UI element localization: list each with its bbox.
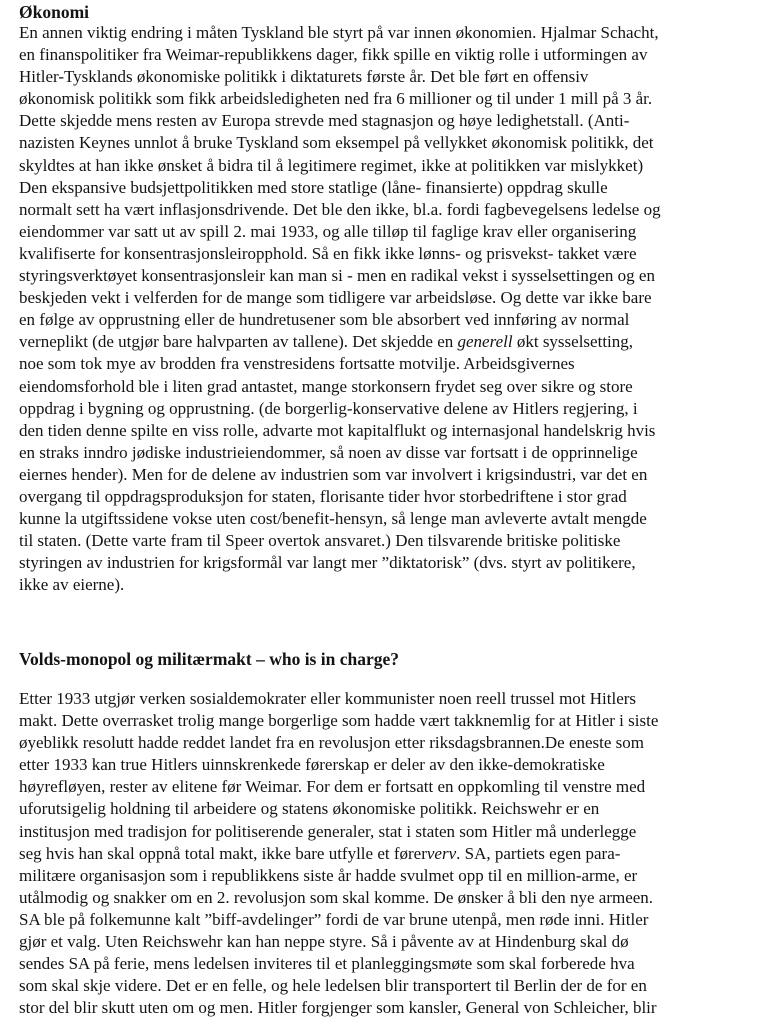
- emphasis-text: verv: [426, 843, 457, 863]
- text-line: beskjeden vekt i velferden for de mange som tidligere var arbeidsløse. Og dette var ikke bare: [19, 288, 652, 308]
- text-line: normalt sett ha vært inflasjonsdrivende. Det ble den ikke, bl.a. fordi fagbevegelsens ledelse og: [19, 199, 661, 219]
- text-line: kvalifiserte for konsentrasjonsleiropphold. Så en fikk ikke lønns- og prisvekst- takket være: [19, 243, 637, 263]
- text-fragment: . SA, partiets egen para-: [456, 843, 621, 863]
- text-line: til staten. (Dette varte fram til Speer overtok ansvaret.) Den tilsvarende britiske politiske: [19, 531, 621, 551]
- text-line: Hitler-Tysklands økonomiske politikk i diktaturets første år. Det ble ført en offensiv: [19, 67, 589, 87]
- text-fragment: seg hvis han skal oppnå total makt, ikke bare utfylle et fører: [19, 843, 427, 863]
- text-fragment: økt sysselsetting,: [512, 332, 634, 352]
- text-line: gjør et valg. Uten Reichswehr kan han neppe styre. Så i påvente av at Hindenburg skal dø: [19, 932, 629, 952]
- text-line: ikke av eierne).: [19, 575, 125, 595]
- text-line: styringen av industrien for krigsformål var langt mer ”diktatorisk” (dvs. styrt av politikere,: [19, 553, 636, 573]
- text-line: oppdrag i bygning og opprustning. (de borgerlig-konservative delene av Hitlers regjering, i: [19, 398, 638, 418]
- text-line: styringsverktøyet konsentrasjonsleir kan man si - men en radikal vekst i sysselsettingen og en: [19, 266, 655, 286]
- text-line: utålmodig og snakker om en 2. revolusjon som skal komme. De ønsker å bli den nye armeen.: [19, 887, 654, 907]
- text-line: [19, 331, 759, 353]
- text-line: skyldtes at han ikke ønsket å bidra til å legitimere regimet, ikke at politikken var mislykket): [19, 155, 644, 175]
- text-line: en finanspolitiker fra Weimar-republikkens dager, fikk spille en viktig rolle i utformingen av: [19, 45, 648, 65]
- emphasis-text: generell: [457, 332, 513, 352]
- text-line: Etter 1933 utgjør verken sosialdemokrater eller kommunister noen reell trussel mot Hitlers: [19, 689, 637, 708]
- text-line: [19, 843, 658, 865]
- text-line: høyrefløyen, rester av elitene før Weimar. For dem er fortsatt en oppkomling til venstre med: [19, 777, 646, 797]
- text-line: SA ble på folkemunne kalt ”biff-avdelinger” fordi de var brune utenpå, men røde inni. Hitler: [19, 909, 649, 929]
- text-line: Dette skjedde mens resten av Europa strevde med stagnasjon og høye ledighetstall. (Anti-: [19, 111, 630, 131]
- document-page: [19, 0, 759, 1018]
- text-line: uforutsigelig holdning til arbeidere og statens økonomiske politikk. Reichswehr er en: [19, 799, 600, 819]
- text-line: økonomisk politikk som fikk arbeidsledigheten ned fra 6 millioner og til under 1 mill på 3 år.: [19, 89, 653, 109]
- text-line: stor del blir skutt uten om og men. Hitler forgjenger som kansler, General von Schleicher, blir: [19, 998, 657, 1018]
- text-line: kunne la utgiftssidene vokse uten cost/benefit-hensyn, så lenge man avleverte avtalt mengde: [19, 509, 647, 529]
- text-line: makt. Dette overrasket trolig mange borgerlige som hadde vært takknemlig for at Hitler i siste: [19, 711, 659, 731]
- text-line: etter 1933 kan true Hitlers uinnskrenkede førerskap er deler av den ikke-demokratiske: [19, 755, 605, 775]
- text-line: nazisten Keynes unnlot å bruke Tyskland som eksempel på vellykket økonomisk politikk, det: [19, 133, 654, 153]
- text-line: eiernes hender). Men for de delene av industrien som var involvert i krigsindustri, var det en: [19, 464, 648, 484]
- section-heading-okonomi: Økonomi: [19, 2, 90, 22]
- text-line: en følge av opprustning eller de hundretusener som ble absorbert ved innføring av normal: [19, 310, 630, 330]
- text-line: øyeblikk resolutt hadde reddet landet fra en revolusjon etter riksdagsbrannen.De eneste som: [19, 733, 645, 753]
- text-line: En annen viktig endring i måten Tyskland ble styrt på var innen økonomien. Hjalmar Schacht,: [19, 23, 659, 42]
- section-volds-monopol-body: [19, 688, 658, 1019]
- text-line: den tiden denne spilte en viss rolle, advarte mot kapitalflukt og internasjonal handelskrig hvis: [19, 420, 656, 440]
- text-line: eiendommer var satt ut av spill 2. mai 1933, og alle tilløp til faglige krav eller organisering: [19, 221, 637, 241]
- text-line: Den ekspansive budsjettpolitikken med store statlige (låne- finansierte) oppdrag skulle: [19, 177, 608, 197]
- text-line: sendes SA på ferie, mens ledelsen inviteres til et planleggingsmøte som skal forberede hva: [19, 954, 635, 974]
- text-line: en straks inndro jødiske industrieiendommer, så noen av disse var fortsatt i de opprinnelige: [19, 442, 638, 462]
- text-line: som skal skje videre. Det er en felle, og hele ledelsen blir transportert til Berlin der de for en: [19, 976, 647, 996]
- text-line: militære organisasjon som i republikkens siste år hadde svulmet opp til en million-arme, er: [19, 865, 638, 885]
- text-line: eiendomsforhold ble i liten grad antastet, mange storkonsern frydet seg over sikre og store: [19, 376, 633, 396]
- text-line: overgang til oppdragsproduksjon for staten, florisante tider hvor storbedriftene i stor grad: [19, 486, 627, 506]
- text-line: noe som tok mye av brodden fra venstresidens fortsatte motvilje. Arbeidsgivernes: [19, 354, 575, 374]
- section-heading-volds-monopol: Volds-monopol og militærmakt – who is in charge?: [19, 649, 400, 669]
- text-fragment: verneplikt (de utgjør bare halvparten av tallene). Det skjedde en: [19, 332, 458, 352]
- section-okonomi-body: [19, 22, 759, 596]
- text-line: institusjon med tradisjon for politiserende generaler, stat i staten som Hitler må underlegge: [19, 821, 637, 841]
